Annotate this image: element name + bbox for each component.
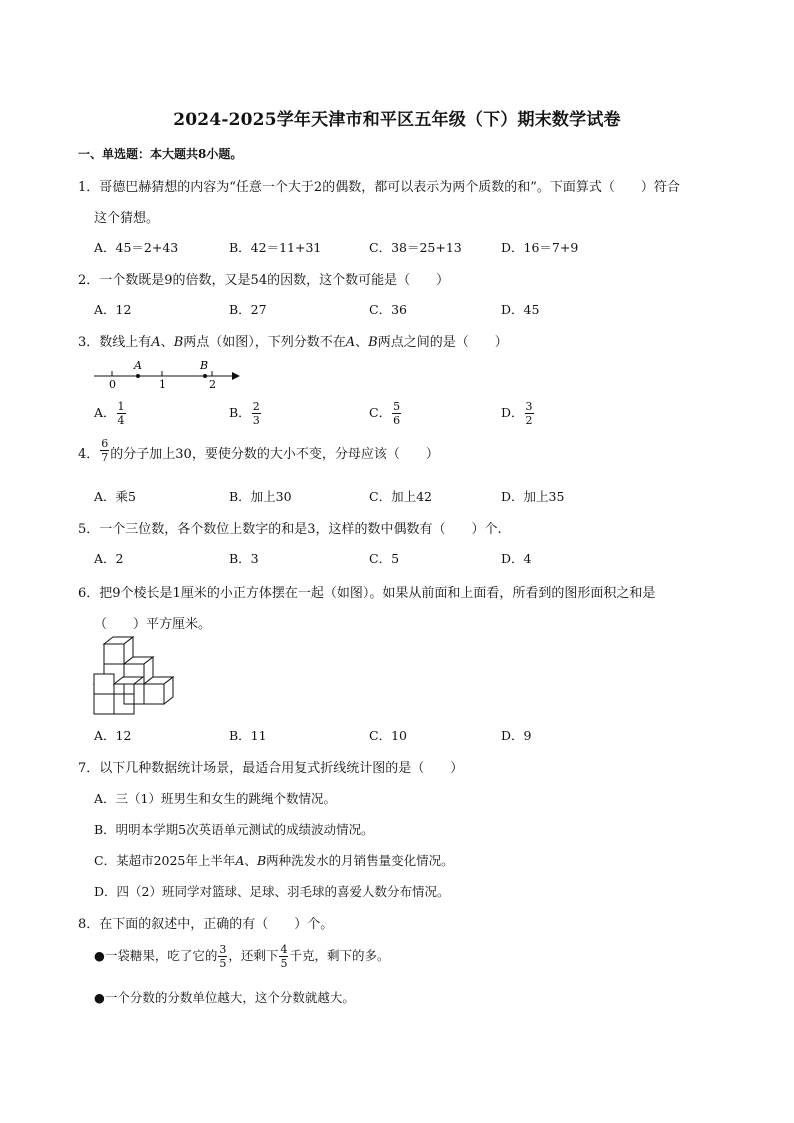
q3-option-b: B． $\frac{2}{3}$	[229, 400, 260, 427]
fraction: $\frac{6}{7}$	[101, 437, 109, 464]
question-3-text: 3．数线上有A、B两点（如图），下列分数不在A、B两点之间的是（ ）	[78, 335, 508, 350]
question-6-text: 6．把9个棱长是1厘米的小正方体摆在一起（如图）。如果从前面和上面看，所看到的图形面积之和是	[78, 586, 656, 601]
q5-option-d: D．4	[501, 551, 532, 566]
cube-stack-figure	[92, 636, 182, 718]
question-1-text: 1．哥德巴赫猜想的内容为“任意一个大于2的偶数，都可以表示为两个质数的和”。下面算式（ ）符合	[78, 180, 680, 195]
q1-option-d: D．16＝7+9	[501, 240, 579, 255]
question-5-text: 5．一个三位数，各个数位上数字的和是3，这样的数中偶数有（ ）个.	[78, 522, 502, 537]
page-title: 2024-2025学年天津市和平区五年级（下）期末数学试卷	[173, 110, 621, 130]
q6-option-b: B．11	[229, 728, 267, 743]
q7-option-a: A．三（1）班男生和女生的跳绳个数情况。	[94, 791, 336, 806]
q4-option-b: B．加上30	[229, 489, 292, 504]
question-6-text-cont: （ ）平方厘米。	[94, 617, 212, 632]
q1-option-c: C．38＝25+13	[369, 240, 462, 255]
q2-option-b: B．27	[229, 302, 267, 317]
section-heading: 一、单选题：本大题共8小题。	[78, 147, 243, 161]
q5-option-b: B．3	[229, 551, 259, 566]
q4-option-a: A．乘5	[94, 489, 136, 504]
fraction: $\frac{4}{5}$	[280, 943, 288, 970]
q7-option-b: B．明明本学期5次英语单元测试的成绩波动情况。	[94, 822, 374, 837]
point-b-label: B	[200, 359, 209, 372]
fraction: $\frac{2}{3}$	[252, 400, 260, 427]
tick-label-1: 1	[159, 378, 166, 391]
q7-option-c: C．某超市2025年上半年A、B两种洗发水的月销售量变化情况。	[94, 853, 454, 868]
q1-option-b: B．42＝11+31	[229, 240, 322, 255]
point-b-dot	[203, 374, 207, 378]
fraction: $\frac{3}{5}$	[219, 943, 227, 970]
q1-option-a: A．45＝2+43	[94, 240, 179, 255]
question-4-text: 4． $\frac{6}{7}$ 的分子加上30，要使分数的大小不变，分母应该（ ）	[78, 437, 439, 464]
q3-option-a: A． $\frac{1}{4}$	[94, 400, 125, 427]
question-1-text-cont: 这个猜想。	[94, 211, 160, 226]
tick-label-0: 0	[109, 378, 116, 391]
q2-option-c: C．36	[369, 302, 407, 317]
q6-option-d: D．9	[501, 728, 532, 743]
tick-label-2: 2	[209, 378, 216, 391]
question-2-text: 2．一个数既是9的倍数，又是54的因数，这个数可能是（ ）	[78, 273, 450, 288]
q5-option-c: C．5	[369, 551, 400, 566]
q6-option-a: A．12	[94, 728, 132, 743]
point-a-label: A	[134, 359, 142, 372]
point-a-dot	[136, 374, 140, 378]
number-line-figure	[90, 356, 250, 392]
q7-option-d: D．四（2）班同学对篮球、足球、羽毛球的喜爱人数分布情况。	[94, 884, 450, 899]
q8-statement-2: ●一个分数的分数单位越大，这个分数就越大。	[94, 990, 355, 1005]
q6-option-c: C．10	[369, 728, 407, 743]
q3-option-c: C． $\frac{5}{6}$	[369, 400, 401, 427]
q4-option-c: C．加上42	[369, 489, 432, 504]
q2-option-d: D．45	[501, 302, 540, 317]
fraction: $\frac{3}{2}$	[525, 400, 533, 427]
question-8-text: 8．在下面的叙述中，正确的有（ ）个。	[78, 917, 334, 932]
fraction: $\frac{5}{6}$	[393, 400, 401, 427]
q5-option-a: A．2	[94, 551, 124, 566]
question-7-text: 7．以下几种数据统计场景，最适合用复式折线统计图的是（ ）	[78, 761, 464, 776]
fraction: $\frac{1}{4}$	[117, 400, 125, 427]
q2-option-a: A．12	[94, 302, 132, 317]
q8-statement-1: ●一袋糖果，吃了它的 $\frac{3}{5}$ ，还剩下 $\frac{4}{5}$ 千克，剩下的多。	[94, 943, 390, 970]
q4-option-d: D．加上35	[501, 489, 565, 504]
q3-option-d: D． $\frac{3}{2}$	[501, 400, 533, 427]
number-line-arrow	[232, 372, 240, 380]
